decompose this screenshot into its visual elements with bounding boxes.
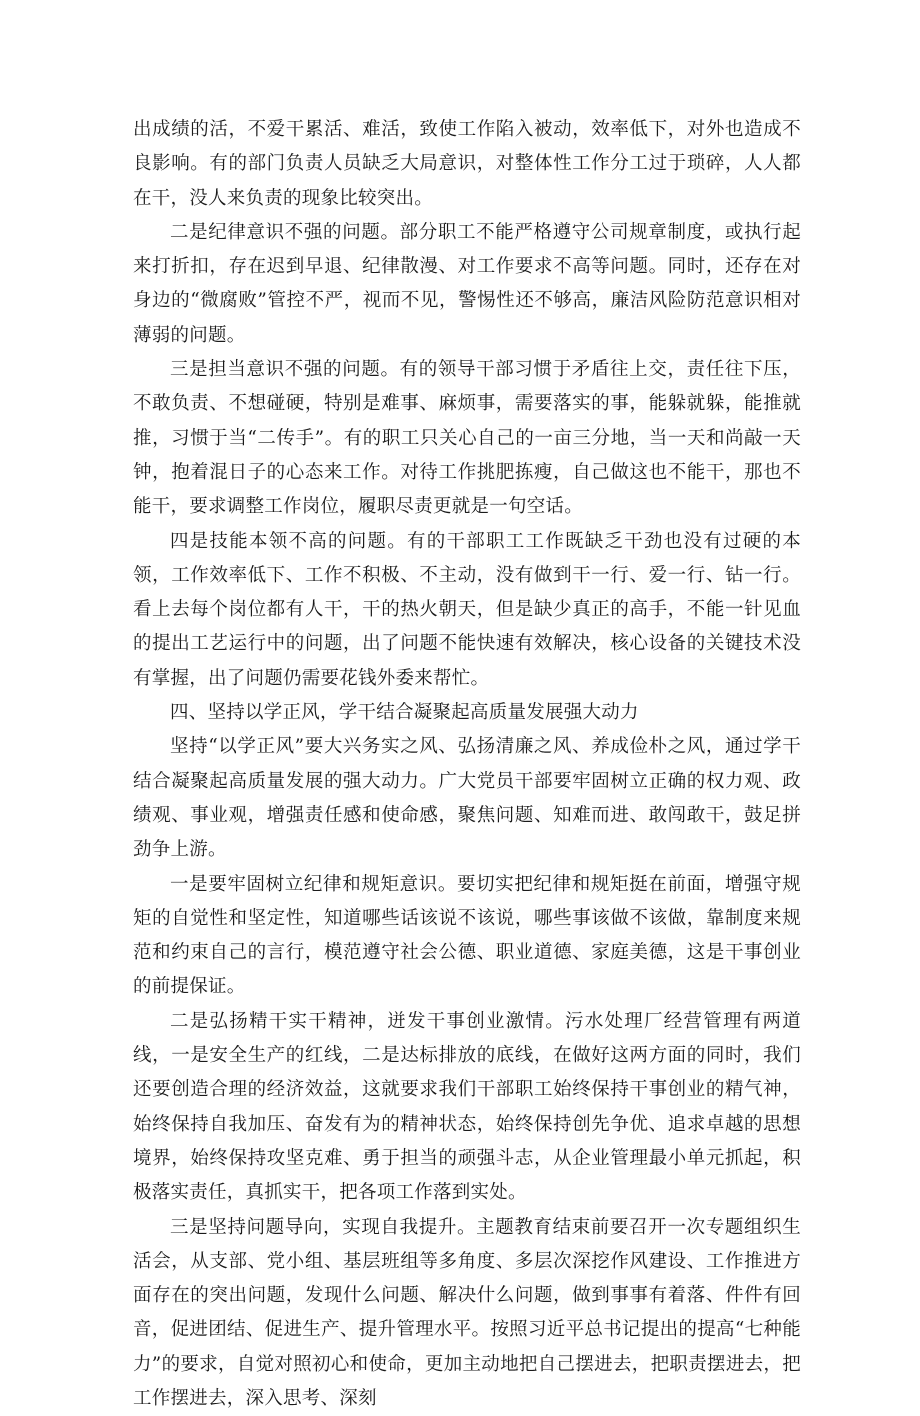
section-heading: 四、坚持以学正风，学干结合凝聚起高质量发展强大动力 — [133, 696, 801, 730]
paragraph-responsibility-issue: 三是担当意识不强的问题。有的领导干部习惯于矛盾往上交，责任往下压，不敢负责、不想碰硬，特别是难事、麻烦事，需要落实的事，能躲就躲，能推就推，习惯于当“二传手”。有的职工只关心自己的一亩三分地，当一天和尚敲一天钟，抱着混日子的心态来工作。对待工作挑肥拣瘦，自己做这也不能干，那也不能干，要求调整工作岗位，履职尽责更就是一句空话。 — [133, 353, 801, 524]
paragraph-section-intro: 坚持“以学正风”要大兴务实之风、弘扬清廉之风、养成俭朴之风，通过学干结合凝聚起高质量发展的强大动力。广大党员干部要牢固树立正确的权力观、政绩观、事业观，增强责任感和使命感，聚焦问题、知难而进、敢闯敢干，鼓足拼劲争上游。 — [133, 730, 801, 867]
paragraph-continuation: 出成绩的活，不爱干累活、难活，致使工作陷入被动，效率低下，对外也造成不良影响。有的部门负责人员缺乏大局意识，对整体性工作分工过于琐碎，人人都在干，没人来负责的现象比较突出。 — [133, 113, 801, 216]
paragraph-discipline-issue: 二是纪律意识不强的问题。部分职工不能严格遵守公司规章制度，或执行起来打折扣，存在迟到早退、纪律散漫、对工作要求不高等问题。同时，还存在对身边的“微腐败”管控不严，视而不见，警惕性还不够高，廉洁风险防范意识相对薄弱的问题。 — [133, 216, 801, 353]
paragraph-skill-issue: 四是技能本领不高的问题。有的干部职工工作既缺乏干劲也没有过硬的本领，工作效率低下、工作不积极、不主动，没有做到干一行、爱一行、钻一行。看上去每个岗位都有人干，干的热火朝天，但是缺少真正的高手，不能一针见血的提出工艺运行中的问题，出了问题不能快速有效解决，核心设备的关键技术没有掌握，出了问题仍需要花钱外委来帮忙。 — [133, 525, 801, 696]
paragraph-discipline-awareness: 一是要牢固树立纪律和规矩意识。要切实把纪律和规矩挺在前面，增强守规矩的自觉性和坚定性，知道哪些话该说不该说，哪些事该做不该做，靠制度来规范和约束自己的言行，模范遵守社会公德、职业道德、家庭美德，这是干事创业的前提保证。 — [133, 868, 801, 1005]
paragraph-problem-oriented: 三是坚持问题导向，实现自我提升。主题教育结束前要召开一次专题组织生活会，从支部、党小组、基层班组等多角度、多层次深挖作风建设、工作推进方面存在的突出问题，发现什么问题、解决什么问题，做到事事有着落、件件有回音，促进团结、促进生产、提升管理水平。按照习近平总书记提出的提高“七种能力”的要求，自觉对照初心和使命，更加主动地把自己摆进去，把职责摆进去，把工作摆进去，深入思考、深刻 — [133, 1211, 801, 1416]
document-body — [133, 113, 801, 1416]
paragraph-hardworking-spirit: 二是弘扬精干实干精神，迸发干事创业激情。污水处理厂经营管理有两道线，一是安全生产的红线，二是达标排放的底线，在做好这两方面的同时，我们还要创造合理的经济效益，这就要求我们干部职工始终保持干事创业的精气神，始终保持自我加压、奋发有为的精神状态，始终保持创先争优、追求卓越的思想境界，始终保持攻坚克难、勇于担当的顽强斗志，从企业管理最小单元抓起，积极落实责任，真抓实干，把各项工作落到实处。 — [133, 1005, 801, 1211]
